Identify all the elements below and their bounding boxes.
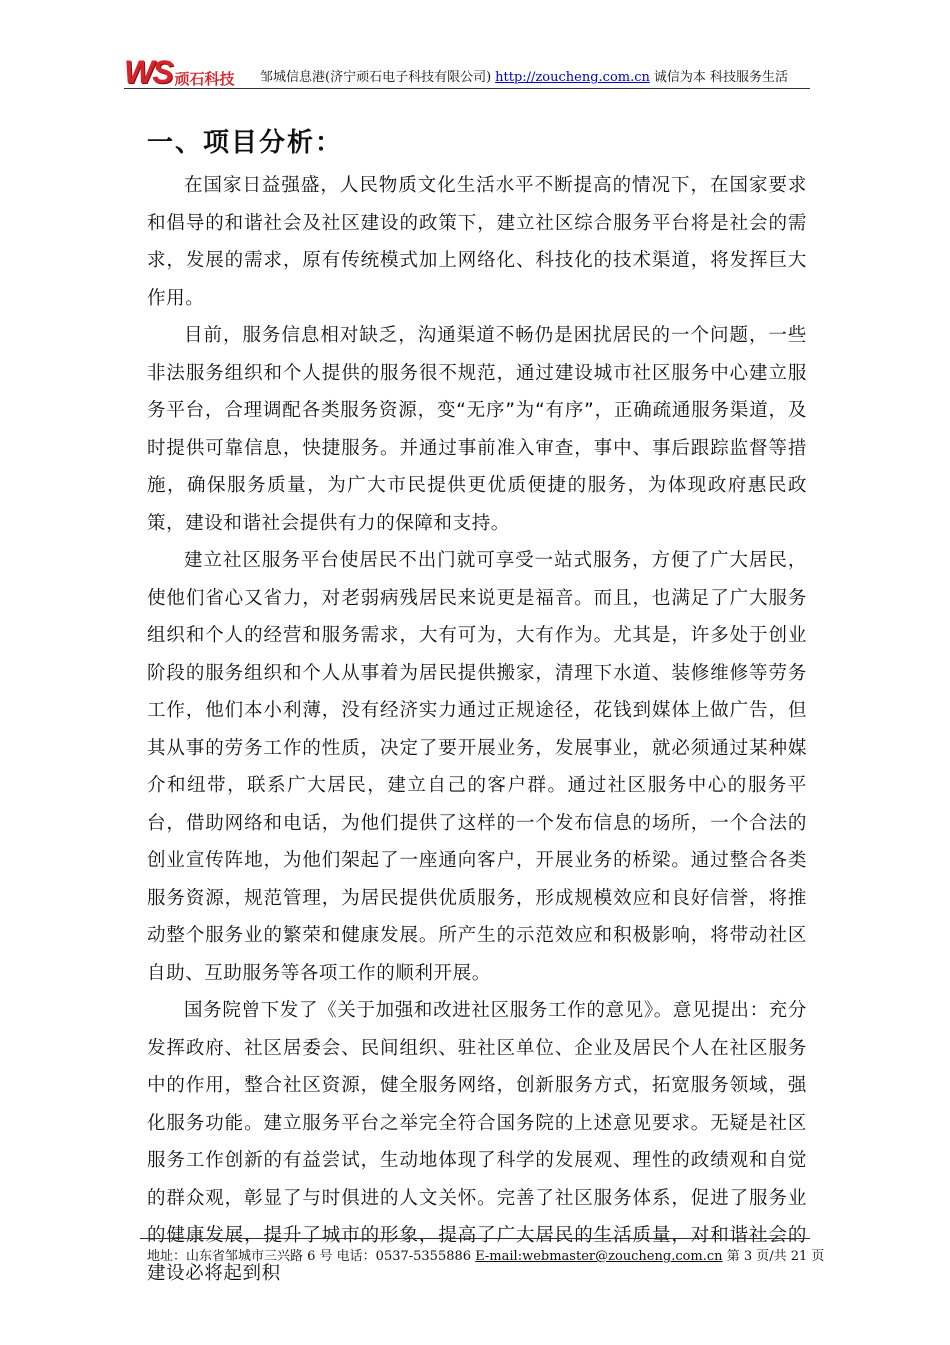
footer-email-link[interactable]: E-mail:webmaster@zoucheng.com.cn xyxy=(475,1249,723,1264)
page-footer xyxy=(147,1245,824,1264)
page-header xyxy=(124,52,810,90)
footer-address: 地址：山东省邹城市三兴路 6 号 电话：0537-5355886 xyxy=(147,1249,472,1264)
section-title: 一、项目分析： xyxy=(147,128,344,158)
paragraph: 目前，服务信息相对缺乏，沟通渠道不畅仍是困扰居民的一个问题，一些非法服务组织和个人提供的服务很不规范，通过建设城市社区服务中心建立服务平台，合理调配各类服务资源，变“无序”为“有序”，正确疏通服务渠道，及时提供可靠信息，快捷服务。并通过事前准入审查，事中、事后跟踪监督等措施，确保服务质量，为广大市民提供更优质便捷的服务，为体现政府惠民政策，建设和谐社会提供有力的保障和支持。 xyxy=(147,325,807,534)
paragraph: 在国家日益强盛，人民物质文化生活水平不断提高的情况下，在国家要求和倡导的和谐社会及社区建设的政策下，建立社区综合服务平台将是社会的需求，发展的需求，原有传统模式加上网络化、科技化的技术渠道，将发挥巨大作用。 xyxy=(147,175,807,309)
header-divider xyxy=(124,88,810,89)
paragraph: 国务院曾下发了《关于加强和改进社区服务工作的意见》。意见提出：充分发挥政府、社区居委会、民间组织、驻社区单位、企业及居民个人在社区服务中的作用，整合社区资源，健全服务网络，创新服务方式，拓宽服务领域，强化服务功能。建立服务平台之举完全符合国务院的上述意见要求。无疑是社区服务工作创新的有益尝试，生动地体现了科学的发展观、理性的政绩观和自觉的群众观，彰显了与时俱进的人文关怀。完善了社区服务体系，促进了服务业的健康发展，提升了城市的形象，提高了广大居民的生活质量，对和谐社会的建设必将起到积 xyxy=(147,1000,807,1284)
logo-ws-mark: WS xyxy=(124,54,172,90)
company-logo xyxy=(124,54,235,88)
document-body xyxy=(147,167,807,1292)
header-text xyxy=(260,66,788,85)
header-url-link[interactable]: http://zoucheng.com.cn xyxy=(495,70,650,85)
footer-divider xyxy=(140,1238,810,1239)
header-org: 邹城信息港(济宁顽石电子科技有限公司) xyxy=(260,70,492,85)
paragraph: 建立社区服务平台使居民不出门就可享受一站式服务，方便了广大居民，使他们省心又省力，对老弱病残居民来说更是福音。而且，也满足了广大服务组织和个人的经营和服务需求，大有可为，大有作为。尤其是，许多处于创业阶段的服务组织和个人从事着为居民提供搬家，清理下水道、装修维修等劳务工作，他们本小利薄，没有经济实力通过正规途径，花钱到媒体上做广告，但其从事的劳务工作的性质，决定了要开展业务，发展事业，就必须通过某种媒介和纽带，联系广大居民，建立自己的客户群。通过社区服务中心的服务平台，借助网络和电话，为他们提供了这样的一个发布信息的场所，一个合法的创业宣传阵地，为他们架起了一座通向客户，开展业务的桥梁。通过整合各类服务资源，规范管理，为居民提供优质服务，形成规模效应和良好信誉，将推动整个服务业的繁荣和健康发展。所产生的示范效应和积极影响，将带动社区自助、互助服务等各项工作的顺利开展。 xyxy=(147,550,807,984)
logo-company-name: 顽石科技 xyxy=(174,70,235,88)
footer-page-number: 第 3 页/共 21 页 xyxy=(726,1249,825,1264)
header-slogan: 诚信为本 科技服务生活 xyxy=(653,70,789,85)
